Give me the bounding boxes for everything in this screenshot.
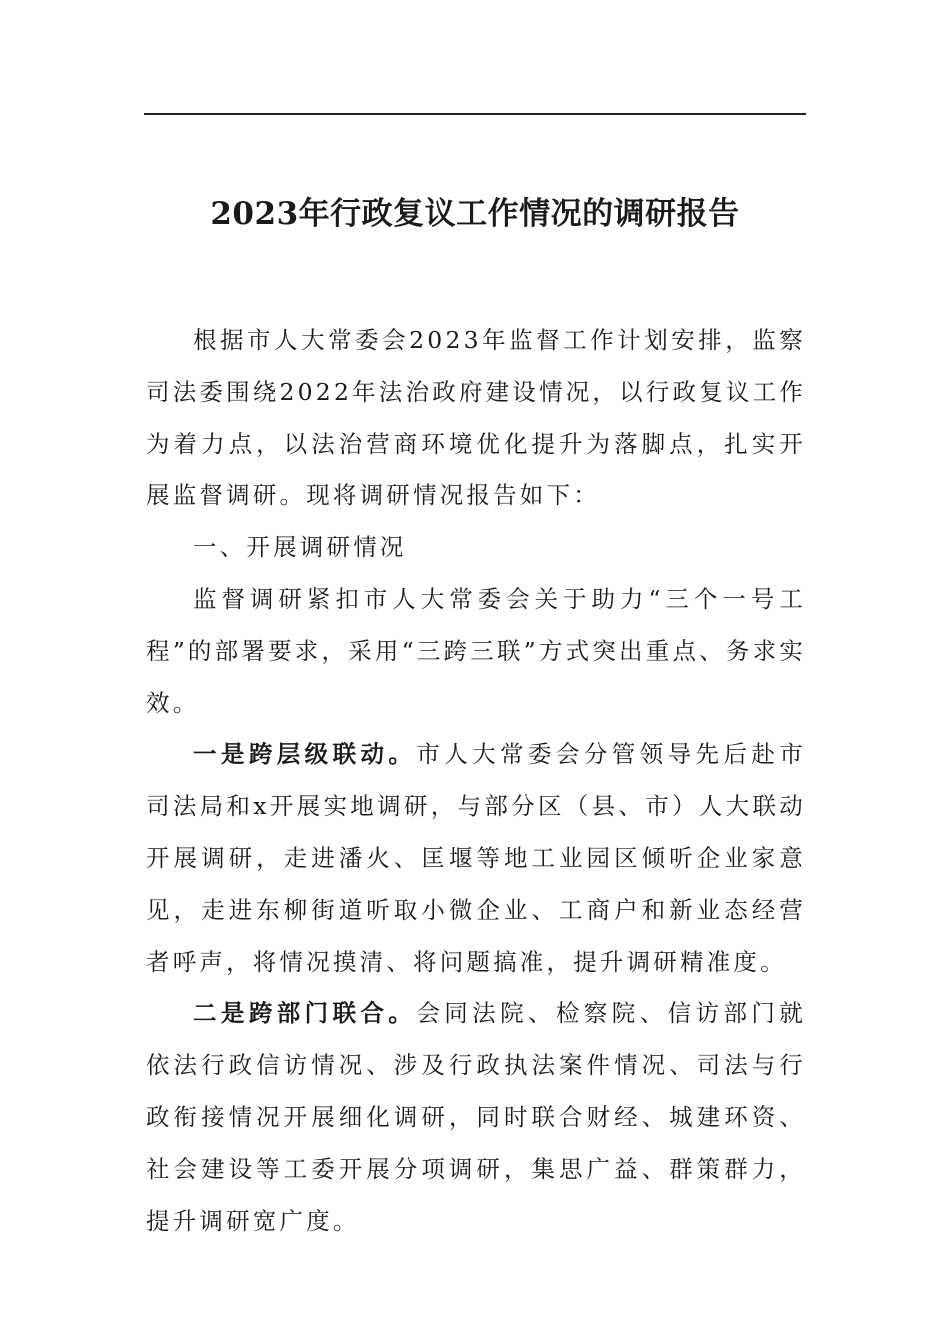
document-title: 2023年行政复议工作情况的调研报告 [210, 196, 740, 232]
header-rule [144, 113, 806, 115]
paragraph-intro: 根据市人大常委会2023年监督工作计划安排，监察司法委围绕2022年法治政府建设情况，以行政复议工作为着力点，以法治营商环境优化提升为落脚点，扎实开展监督调研。现将调研情况报告如下： [146, 326, 807, 510]
paragraph-overview: 监督调研紧扣市人大常委会关于助力“三个一号工程”的部署要求，采用“三跨三联”方式突出重点、务求实效。 [146, 584, 806, 717]
paragraph-lead-text: 一是跨层级联动。 [193, 740, 417, 769]
section-heading: 一、开展调研情况 [193, 533, 407, 562]
paragraph-lead-text: 二是跨部门联合。 [193, 999, 417, 1028]
document-body [146, 315, 806, 1247]
paragraph-cross-department: 二是跨部门联合。会同法院、检察院、信访部门就依法行政信访情况、涉及行政执法案件情况、司法与行政衔接情况开展细化调研，同时联合财经、城建环资、社会建设等工委开展分项调研，集思广益、群策群力，提升调研宽广度。 [146, 999, 806, 1235]
paragraph-cross-level: 一是跨层级联动。市人大常委会分管领导先后赴市司法局和x开展实地调研，与部分区（县、市）人大联动开展调研，走进潘火、匡堰等地工业园区倾听企业家意见，走进东柳街道听取小微企业、工商户和新业态经营者呼声，将情况摸清、将问题搞准，提升调研精准度。 [146, 740, 806, 976]
